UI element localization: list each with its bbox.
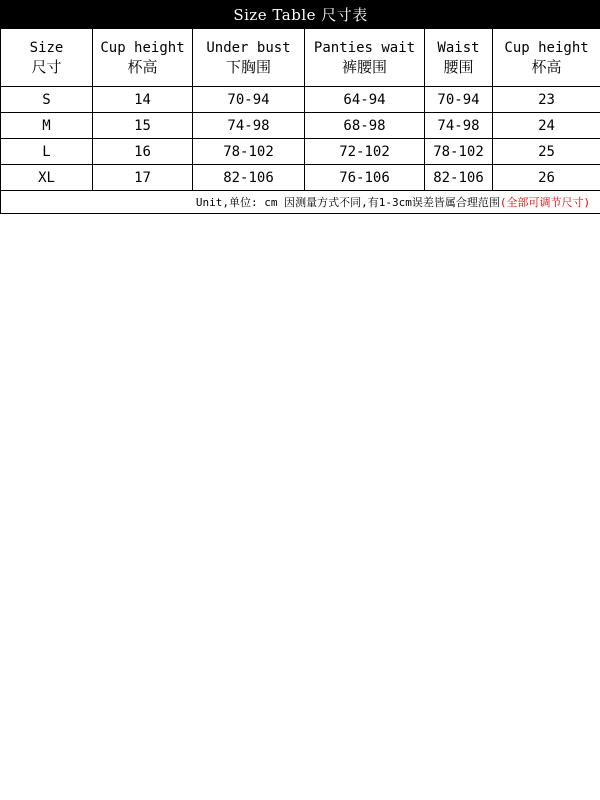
table-row [1, 113, 600, 139]
table-cell: 64-94 [305, 87, 425, 113]
column-header-zh: 杯高 [127, 57, 158, 76]
table-cell: 17 [93, 165, 193, 191]
table-row [1, 165, 600, 191]
header-row [1, 29, 600, 87]
table-cell: 70-94 [425, 87, 493, 113]
note-row [1, 191, 600, 214]
column-header-cup-height-2 [493, 29, 600, 87]
table-cell: 26 [493, 165, 600, 191]
column-header-zh: 下胸围 [225, 57, 271, 76]
column-header-cup-height [93, 29, 193, 87]
column-header-en: Panties wait [313, 39, 416, 56]
table-cell: 25 [493, 139, 600, 165]
table-cell: 16 [93, 139, 193, 165]
table-cell: 15 [93, 113, 193, 139]
note-highlight: (全部可调节尺寸) [499, 196, 591, 209]
table-cell: 24 [493, 113, 600, 139]
column-header-zh: 尺寸 [31, 57, 62, 76]
column-header-zh: 腰围 [443, 57, 474, 76]
column-header-en: Cup height [100, 39, 185, 56]
table-cell: XL [1, 165, 93, 191]
measurement-note [1, 191, 600, 214]
table-cell: 78-102 [193, 139, 305, 165]
column-header-waist [425, 29, 493, 87]
size-table [0, 0, 600, 214]
table-cell: 76-106 [305, 165, 425, 191]
title-row [1, 1, 600, 29]
table-cell: 68-98 [305, 113, 425, 139]
table-cell: M [1, 113, 93, 139]
column-header-en: Under bust [206, 39, 291, 56]
column-header-under-bust [193, 29, 305, 87]
table-cell: 82-106 [193, 165, 305, 191]
column-header-en: Cup height [504, 39, 589, 56]
table-cell: S [1, 87, 93, 113]
column-header-zh: 杯高 [531, 57, 562, 76]
table-cell: 70-94 [193, 87, 305, 113]
table-cell: 78-102 [425, 139, 493, 165]
column-header-panties-waist [305, 29, 425, 87]
column-header-en: Size [29, 39, 64, 56]
note-text: Unit,单位: cm 因测量方式不同,有1-3cm误差皆属合理范围 [195, 196, 500, 209]
table-row [1, 139, 600, 165]
column-header-zh: 裤腰围 [341, 57, 387, 76]
table-cell: 82-106 [425, 165, 493, 191]
table-cell: 14 [93, 87, 193, 113]
table-title: Size Table 尺寸表 [1, 1, 600, 29]
table-cell: 74-98 [193, 113, 305, 139]
table-cell: 72-102 [305, 139, 425, 165]
table-cell: 23 [493, 87, 600, 113]
table-row [1, 87, 600, 113]
table-cell: L [1, 139, 93, 165]
table-cell: 74-98 [425, 113, 493, 139]
column-header-en: Waist [437, 39, 480, 56]
column-header-size [1, 29, 93, 87]
